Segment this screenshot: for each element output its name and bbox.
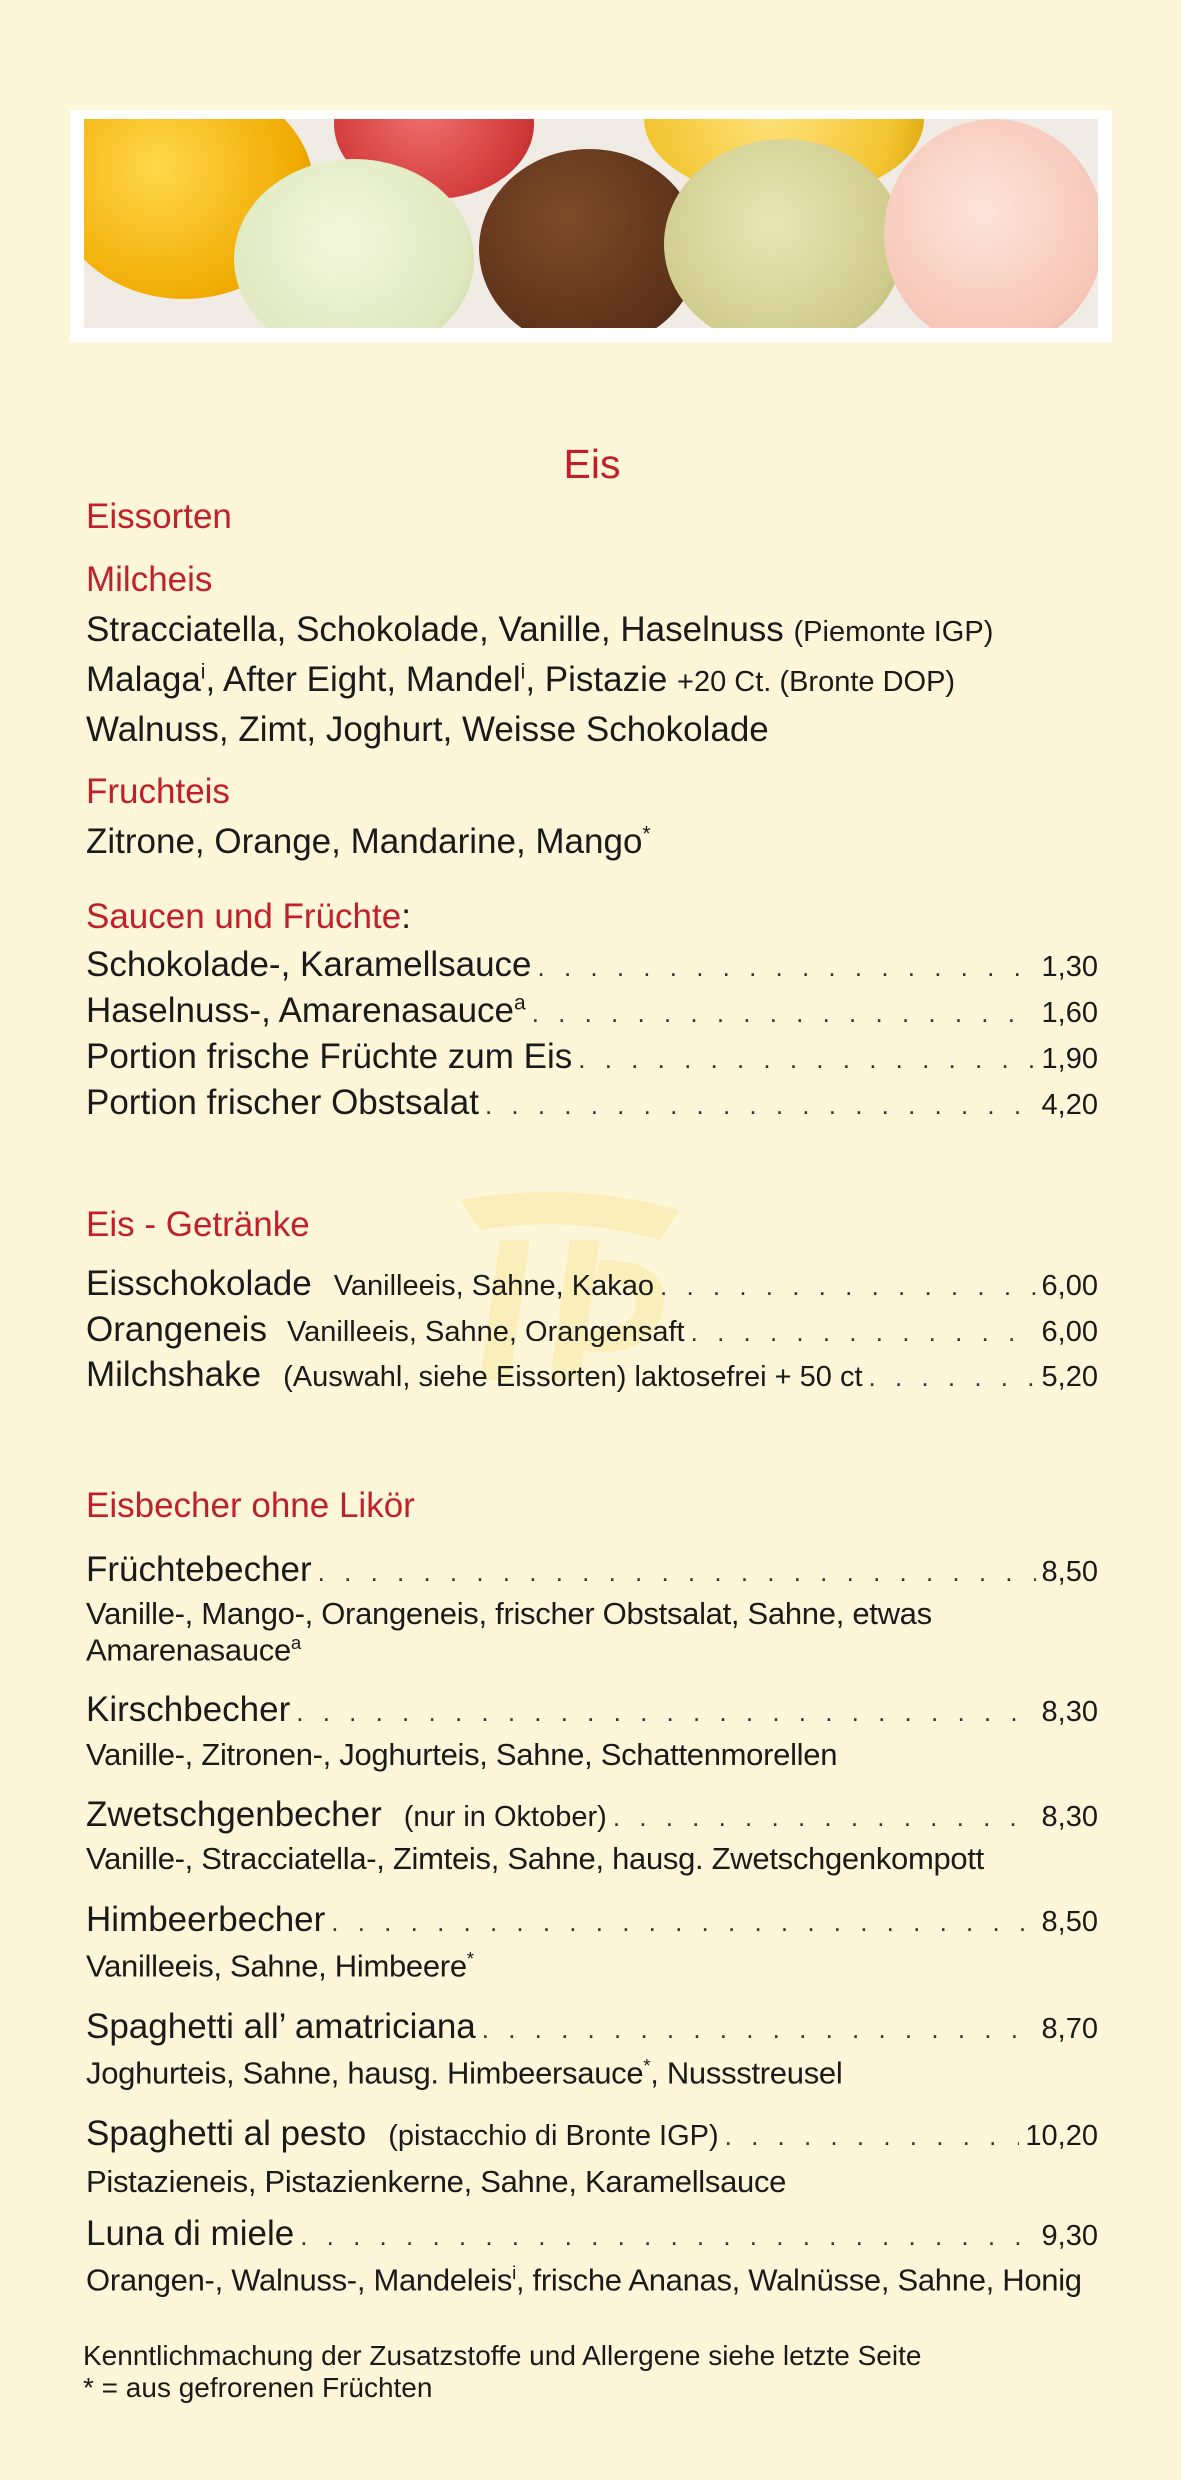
drink-item (86, 1310, 1098, 1350)
getraenke-heading: Eis - Getränke (86, 1205, 310, 1244)
sundae-item (86, 1900, 1098, 1940)
sauce-item (86, 1083, 1098, 1123)
sauce-price: 4,20 (1041, 1089, 1098, 1121)
sundae-description-tail: , Nussstreusel (650, 2055, 843, 2091)
sundae-price: 8,70 (1041, 2013, 1098, 2045)
sundae-description: Vanille-, Mango-, Orangeneis, frischer Obstsalat, Sahne, etwas (86, 1596, 932, 1631)
sundae-item (86, 2007, 1098, 2047)
sundae-item (86, 2114, 1098, 2154)
milcheis-flavors-1: Stracciatella, Schokolade, Vanille, Haselnuss (86, 610, 784, 649)
drink-name: Eisschokolade (86, 1264, 312, 1303)
fruchteis-heading: Fruchteis (86, 772, 230, 811)
dot-leader (725, 2121, 1020, 2152)
dot-leader (485, 1090, 1036, 1121)
drink-price: 5,20 (1041, 1361, 1098, 1393)
sundae-price: 9,30 (1041, 2220, 1098, 2252)
sundae-description (86, 1632, 301, 1668)
drink-price: 6,00 (1041, 1316, 1098, 1348)
drink-item (86, 1355, 1098, 1395)
sundae-description-text: Vanilleeis, Sahne, Himbeere (86, 1948, 467, 1984)
milcheis-line-3: Walnuss, Zimt, Joghurt, Weisse Schokolade (86, 710, 769, 749)
milcheis-line-1 (86, 610, 993, 650)
dot-leader (660, 1271, 1036, 1302)
sundae-name: Himbeerbecher (86, 1900, 326, 1939)
sundae-price: 8,30 (1041, 1801, 1098, 1833)
sauce-name: Portion frische Früchte zum Eis (86, 1037, 573, 1076)
eisbecher-heading: Eisbecher ohne Likör (86, 1486, 415, 1525)
sundae-description: Vanille-, Stracciatella-, Zimteis, Sahne, hausg. Zwetschgenkompott (86, 1841, 984, 1876)
dot-leader (869, 1362, 1036, 1393)
sundae-description-text: Orangen-, Walnuss-, Mandeleis (86, 2262, 513, 2298)
milcheis-origin-note: (Piemonte IGP) (793, 616, 994, 648)
drink-detail: Vanilleeis, Sahne, Kakao (333, 1270, 654, 1302)
drink-name: Orangeneis (86, 1310, 267, 1349)
dot-leader (613, 1802, 1036, 1833)
sundae-description: Pistazieneis, Pistazienkerne, Sahne, Karamellsauce (86, 2164, 787, 2199)
pistazie-surcharge-note: +20 Ct. (Bronte DOP) (677, 666, 956, 698)
dot-leader (318, 1557, 1036, 1588)
sundae-name: Zwetschgenbecher (86, 1795, 382, 1834)
sundae-description (86, 1948, 474, 1984)
sundae-name: Spaghetti al pesto (86, 2114, 367, 2153)
frozen-fruit-mark: * (642, 822, 651, 846)
sundae-name: Kirschbecher (86, 1690, 291, 1729)
sundae-name: Früchtebecher (86, 1550, 312, 1589)
allergen-mark: a (514, 991, 526, 1015)
drink-price: 6,00 (1041, 1270, 1098, 1302)
ice-cream-photo (84, 119, 1098, 328)
sundae-name: Spaghetti all’ amatriciana (86, 2007, 476, 2046)
dot-leader (300, 2221, 1035, 2252)
sauce-price: 1,30 (1041, 951, 1098, 983)
allergen-mark: a (290, 1632, 301, 1653)
fruchteis-line (86, 822, 651, 862)
saucen-heading (86, 897, 411, 937)
sundae-description (86, 2055, 842, 2091)
dot-leader (331, 1907, 1035, 1938)
sundae-description (86, 2262, 1082, 2298)
saucen-heading-colon: : (401, 897, 411, 936)
sundae-item (86, 2214, 1098, 2254)
drink-detail: Vanilleeis, Sahne, Orangensaft (286, 1316, 685, 1348)
sundae-price: 8,30 (1041, 1696, 1098, 1728)
dot-leader (532, 998, 1036, 1029)
allergen-mark: i (200, 660, 206, 684)
frozen-fruit-mark: * (466, 1948, 474, 1969)
drink-name: Milchshake (86, 1355, 262, 1394)
sauce-item (86, 1037, 1098, 1077)
sauce-price: 1,90 (1041, 1043, 1098, 1075)
dot-leader (482, 2014, 1036, 2045)
sundae-detail: (pistacchio di Bronte IGP) (388, 2120, 719, 2152)
sundae-detail: (nur in Oktober) (403, 1801, 607, 1833)
sauce-name-text: Haselnuss-, Amarenasauce (86, 991, 514, 1030)
sundae-description-tail: , frische Ananas, Walnüsse, Sahne, Honig (515, 2262, 1082, 2298)
dot-leader (691, 1317, 1036, 1348)
sauce-item (86, 945, 1098, 985)
drink-item (86, 1264, 1098, 1304)
allergen-mark: i (512, 2262, 516, 2283)
flavor-pistazie: , Pistazie (525, 660, 668, 699)
sauce-name: Schokolade-, Karamellsauce (86, 945, 532, 984)
section-eissorten-heading: Eissorten (86, 497, 232, 536)
sundae-price: 8,50 (1041, 1906, 1098, 1938)
sundae-item (86, 1550, 1098, 1590)
frozen-fruit-mark: * (643, 2055, 651, 2076)
sundae-name: Luna di miele (86, 2214, 295, 2253)
milcheis-heading: Milcheis (86, 560, 213, 599)
dot-leader (538, 952, 1036, 983)
sundae-price: 10,20 (1025, 2120, 1098, 2152)
sundae-description: Vanille-, Zitronen-, Joghurteis, Sahne, Schattenmorellen (86, 1737, 838, 1772)
dot-leader (578, 1044, 1035, 1075)
sundae-item (86, 1795, 1098, 1835)
allergen-notice: Kenntlichmachung der Zusatzstoffe und Allergene siehe letzte Seite (83, 2340, 922, 2371)
flavor-after-eight-mandel: , After Eight, Mandel (205, 660, 521, 699)
peach-scoop (884, 119, 1098, 328)
sundae-price: 8,50 (1041, 1556, 1098, 1588)
sauce-price: 1,60 (1041, 997, 1098, 1029)
sauce-name: Portion frischer Obstsalat (86, 1083, 479, 1122)
sauce-item (86, 991, 1098, 1031)
frozen-fruit-legend: * = aus gefrorenen Früchten (83, 2372, 433, 2403)
sundae-description-text: Amarenasauce (86, 1632, 291, 1668)
allergen-mark: i (520, 660, 526, 684)
milcheis-line-2 (86, 660, 955, 700)
drink-detail: (Auswahl, siehe Eissorten) laktosefrei + 50 ct (283, 1361, 863, 1393)
fruchteis-flavors: Zitrone, Orange, Mandarine, Mango (86, 822, 643, 861)
page-title: Eis (563, 441, 621, 487)
flavor-malaga: Malaga (86, 660, 201, 699)
sauce-name (86, 991, 526, 1031)
dot-leader (296, 1697, 1035, 1728)
ice-cream-photo-frame (70, 110, 1112, 342)
saucen-heading-text: Saucen und Früchte (86, 897, 402, 936)
sundae-item (86, 1690, 1098, 1730)
sundae-description-text: Joghurteis, Sahne, hausg. Himbeersauce (86, 2055, 644, 2091)
